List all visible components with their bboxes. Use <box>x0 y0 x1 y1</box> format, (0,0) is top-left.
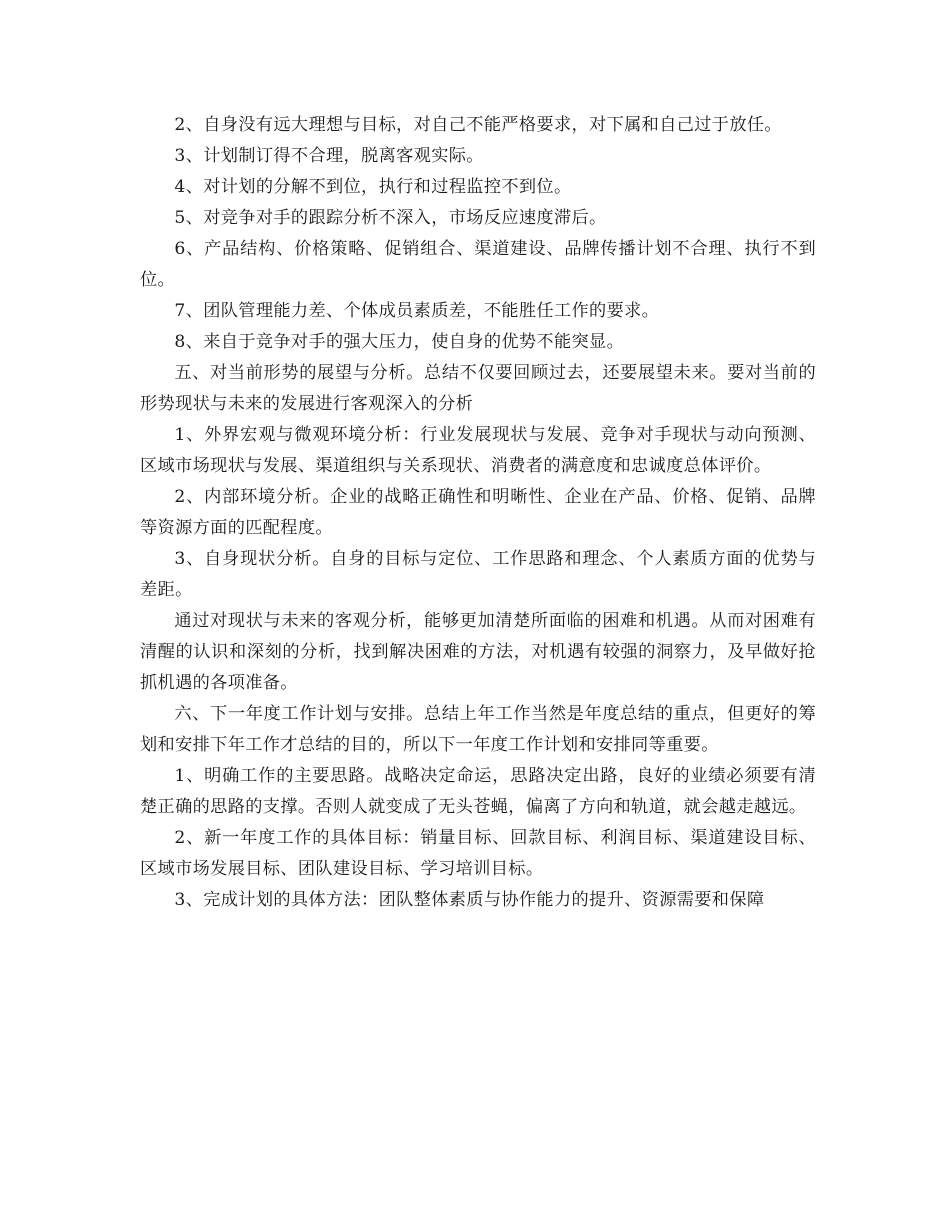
paragraph-summary: 通过对现状与未来的客观分析，能够更加清楚所面临的困难和机遇。从而对困难有清醒的认识和深刻的分析，找到解决困难的方法，对机遇有较强的洞察力，及早做好抢抓机遇的各项准备。 <box>140 611 816 693</box>
document-body <box>140 110 816 916</box>
paragraph-internal-analysis: 2、内部环境分析。企业的战略正确性和明晰性、企业在产品、价格、促销、品牌等资源方面的匹配程度。 <box>140 487 816 538</box>
paragraph-reason-4: 4、对计划的分解不到位，执行和过程监控不到位。 <box>174 177 572 197</box>
paragraph-external-analysis: 1、外界宏观与微观环境分析：行业发展现状与发展、竞争对手现状与动向预测、区域市场现状与发展、渠道组织与关系现状、消费者的满意度和忠诚度总体评价。 <box>140 425 816 476</box>
paragraph-reason-8: 8、来自于竞争对手的强大压力，使自身的优势不能突显。 <box>174 332 625 352</box>
paragraph-plan-1: 1、明确工作的主要思路。战略决定命运，思路决定出路，良好的业绩必须要有清楚正确的思路的支撑。否则人就变成了无头苍蝇，偏离了方向和轨道，就会越走越远。 <box>140 766 816 817</box>
paragraph-self-analysis: 3、自身现状分析。自身的目标与定位、工作思路和理念、个人素质方面的优势与差距。 <box>140 549 816 600</box>
paragraph-reason-3: 3、计划制订得不合理，脱离客观实际。 <box>174 146 484 166</box>
paragraph-reason-2: 2、自身没有远大理想与目标，对自己不能严格要求，对下属和自己过于放任。 <box>174 115 782 135</box>
paragraph-reason-6: 6、产品结构、价格策略、促销组合、渠道建设、品牌传播计划不合理、执行不到位。 <box>140 239 816 290</box>
paragraph-plan-3: 3、完成计划的具体方法：团队整体素质与协作能力的提升、资源需要和保障 <box>174 890 765 910</box>
section-heading-5: 五、对当前形势的展望与分析。总结不仅要回顾过去，还要展望未来。要对当前的形势现状与未来的发展进行客观深入的分析 <box>140 363 816 414</box>
section-heading-6: 六、下一年度工作计划与安排。总结上年工作当然是年度总结的重点，但更好的筹划和安排下年工作才总结的目的，所以下一年度工作计划和安排同等重要。 <box>140 704 816 755</box>
paragraph-reason-5: 5、对竞争对手的跟踪分析不深入，市场反应速度滞后。 <box>174 208 607 228</box>
paragraph-reason-7: 7、团队管理能力差、个体成员素质差，不能胜任工作的要求。 <box>174 301 660 321</box>
paragraph-plan-2: 2、新一年度工作的具体目标：销量目标、回款目标、利润目标、渠道建设目标、区域市场发展目标、团队建设目标、学习培训目标。 <box>140 828 816 879</box>
